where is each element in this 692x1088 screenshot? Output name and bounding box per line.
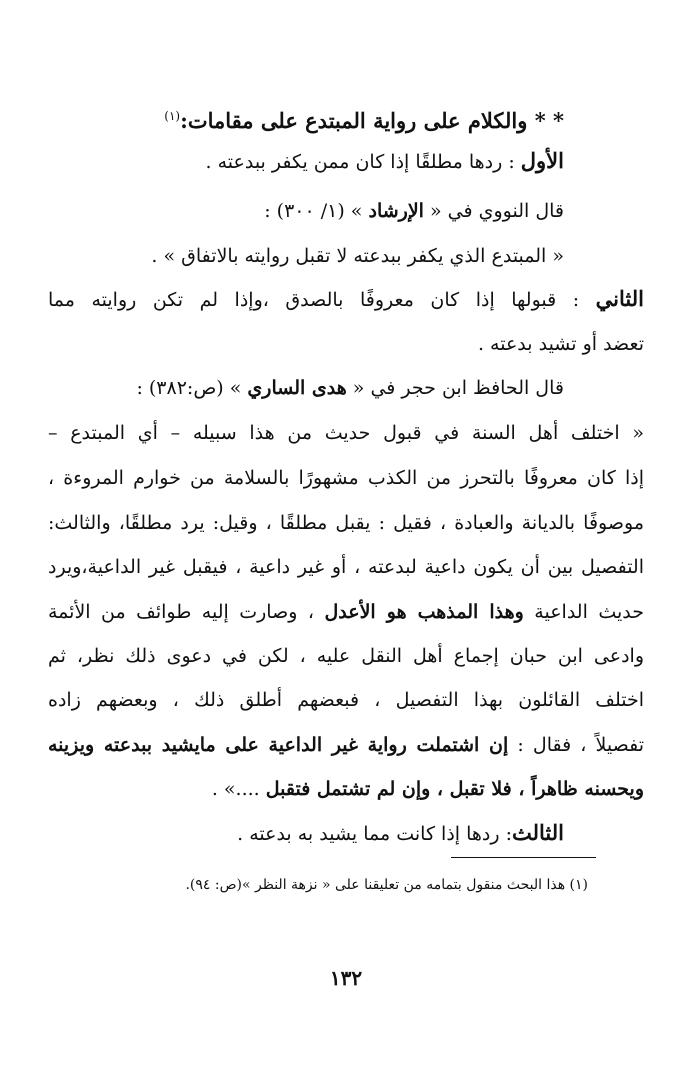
quote-9-post: ....» .: [211, 778, 266, 800]
nawawi-book: الإرشاد: [368, 200, 424, 222]
quote-5-post: ، وصارت إليه طوائف من الأئمة: [48, 601, 325, 623]
hajar-book: هدى الساري: [247, 377, 347, 399]
quote-nawawi-text: « المبتدع الذي يكفر ببدعته لا تقبل روايته بالاتفاق » .: [151, 245, 564, 267]
heading-text: * * والكلام على رواية المبتدع على مقامات:: [180, 108, 564, 133]
quote-line-3: [48, 508, 644, 538]
quote-line-8: [48, 730, 644, 760]
quote-8-pre: تفصيلاً ، فقال :: [508, 734, 644, 756]
footnote-divider: [451, 857, 596, 858]
text-line-nawawi: [48, 196, 564, 226]
text-second: : قبولها إذا كان معروفًا بالصدق ،وإذا لم تكن روايته مما: [48, 289, 596, 311]
quote-text-4: التفصيل بين أن يكون داعية لبدعته ، أو غير داعية ، فيقبل غير الداعية،ويرد: [48, 556, 644, 578]
text-line-hajar: [48, 373, 564, 403]
quote-9-bold: ويحسنه ظاهراً ، فلا تقبل ، وإن لم تشتمل فتقبل: [265, 778, 644, 800]
heading-line: [48, 101, 564, 136]
text-line-first: [48, 146, 564, 177]
quote-line-6: [48, 641, 644, 671]
quote-text-3: موصوفًا بالديانة والعبادة ، فقيل : يقبل مطلقًا ، وقيل: يرد مطلقًا، والثالث:: [48, 512, 644, 534]
hajar-pre: قال الحافظ ابن حجر في «: [346, 377, 564, 399]
quote-5-pre: حديث الداعية: [523, 601, 644, 623]
quote-text-6: وادعى ابن حبان إجماع أهل النقل عليه ، لكن في دعوى ذلك نظر، ثم: [48, 645, 644, 667]
quote-text-7: اختلف القائلون بهذا التفصيل ، فبعضهم أطلق ذلك ، وبعضهم زاده: [48, 689, 644, 711]
quote-line-9: [48, 774, 644, 804]
page-number: ١٣٢: [329, 966, 363, 990]
quote-line-2: [48, 463, 644, 493]
quote-nawawi: [48, 241, 564, 271]
text-line-third: [48, 818, 564, 849]
quote-line-7: [48, 685, 644, 715]
quote-text-2: إذا كان معروفًا بالتحرز من الكذب مشهورًا بالسلامة من خوارم المروءة ،: [48, 467, 644, 489]
label-second: الثاني: [595, 286, 644, 311]
text-first: : ردها مطلقًا إذا كان ممن يكفر ببدعته .: [205, 151, 521, 173]
text-line-second: [48, 284, 644, 315]
text-second-cont: تعضد أو تشيد بدعته .: [477, 333, 644, 355]
footnote-ref: (١): [164, 109, 181, 123]
quote-8-bold: إن اشتملت رواية غير الداعية على مايشيد ببدعته ويزينه: [48, 734, 509, 756]
quote-text-1: « اختلف أهل السنة في قبول حديث من هذا سبيله – أي المبتدع –: [48, 422, 644, 444]
quote-line-4: [48, 552, 644, 582]
quote-line-5: [48, 597, 644, 627]
hajar-post: » (ص:٣٨٢) :: [136, 377, 248, 399]
text-line-second-cont: [48, 329, 644, 359]
label-first: الأول: [520, 148, 564, 173]
label-third: الثالث: [512, 820, 564, 845]
text-third: : ردها إذا كانت مما يشيد به بدعته .: [237, 823, 512, 845]
quote-line-1: [48, 418, 644, 448]
quote-5-bold: وهذا المذهب هو الأعدل: [324, 601, 524, 623]
footnote: (١) هذا البحث منقول بتمامه من تعليقنا على « نزهة النظر »(ص: ٩٤).: [185, 877, 588, 893]
nawawi-post: » (١/ ٣٠٠) :: [264, 200, 369, 222]
nawawi-pre: قال النووي في «: [423, 200, 564, 222]
